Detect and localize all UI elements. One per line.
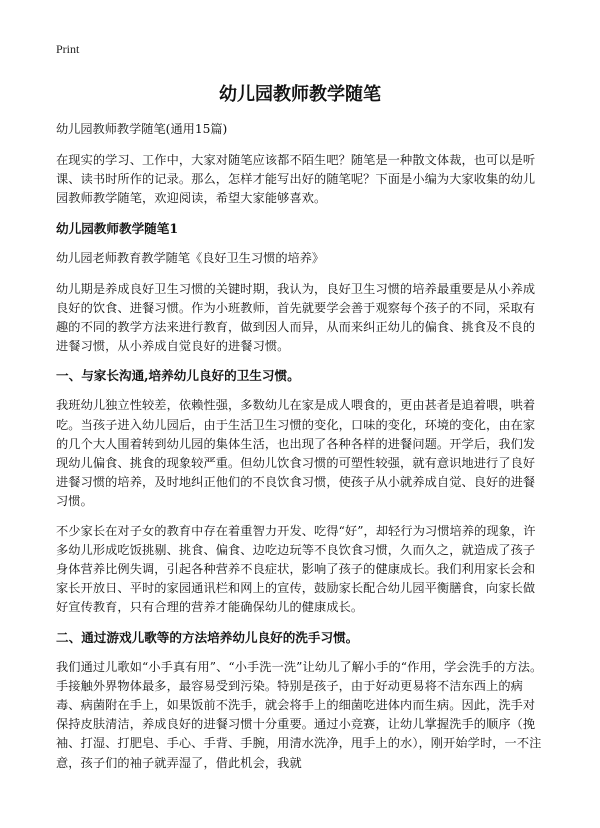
intro-paragraph: 在现实的学习、工作中，大家对随笔应该都不陌生吧？随笔是一种散文体裁，也可以是听课、读书时所作的记录。那么，怎样才能写出好的随笔呢？下面是小编为大家收集的幼儿园教师教学随笔，欢迎阅读，希望大家能够喜欢。 <box>56 153 536 206</box>
section1-heading: 幼儿园教师教学随笔1 <box>56 220 179 236</box>
subheading-2: 二、通过游戏儿歌等的方法培养幼儿良好的洗手习惯。 <box>56 629 359 645</box>
section1-subtitle: 幼儿园老师教育教学随笔《良好卫生习惯的培养》 <box>56 250 325 265</box>
paragraph-1: 幼儿期是养成良好卫生习惯的关键时期，我认为，良好卫生习惯的培养最重要是从小养成良好的饮食、进餐习惯。作为小班教师，首先就要学会善于观察每个孩子的不同，采取有趣的不同的教学方法来进行教育，做到因人而异，从而来纠正幼儿的偏食、挑食及不良的进餐习惯，从小养成自觉良好的进餐习惯。 <box>56 281 536 354</box>
print-label: Print <box>56 42 80 56</box>
document-subtitle: 幼儿园教师教学随笔(通用15篇) <box>56 122 228 136</box>
document-title: 幼儿园教师教学随笔 <box>219 84 381 105</box>
document-body <box>56 120 544 783</box>
subheading-1: 一、与家长沟通,培养幼儿良好的卫生习惯。 <box>56 368 300 384</box>
paragraph-3: 不少家长在对子女的教育中存在着重智力开发、吃得“好”，却轻行为习惯培养的现象，许多幼儿形成吃饭挑剔、挑食、偏食、边吃边玩等不良饮食习惯，久而久之，就造成了孩子身体营养比例失调，引起各种营养不良症状，影响了孩子的健康成长。我们利用家长会和家长开放日、平时的家园通讯栏和网上的宣传，鼓励家长配合幼儿园平衡膳食，向家长做好宣传教育，只有合理的营养才能确保幼儿的健康成长。 <box>56 523 536 615</box>
paragraph-2: 我班幼儿独立性较差，依赖性强，多数幼儿在家是成人喂食的，更由甚者是追着喂，哄着吃。当孩子进入幼儿园后，由于生活卫生习惯的变化，口味的变化，环境的变化，由在家的几个大人围着转到幼儿园的集体生活，也出现了各种各样的进餐问题。开学后，我们发现幼儿偏食、挑食的现象较严重。但幼儿饮食习惯的可塑性较强，就有意识地进行了良好进餐习惯的培养，及时地纠正他们的不良饮食习惯，使孩子从小就养成自觉、良好的进餐习惯。 <box>56 398 536 509</box>
paragraph-4: 我们通过儿歌如“小手真有用”、“小手洗一洗”让幼儿了解小手的“作用，学会洗手的方法。手接触外界物体最多，最容易受到污染。特别是孩子，由于好动更易将不洁东西上的病毒、病菌附在手上，如果饭前不洗手，就会将手上的细菌吃进体内而生病。因此，洗手对保持皮肤清洁，养成良好的进餐习惯十分重要。通过小竞赛，让幼儿掌握洗手的顺序（挽袖、打湿、打肥皂、手心、手背、手腕，用清水洗净，甩手上的水），刚开始学时，一不注意，孩子们的袖子就弄湿了，借此机会，我就 <box>56 659 543 770</box>
